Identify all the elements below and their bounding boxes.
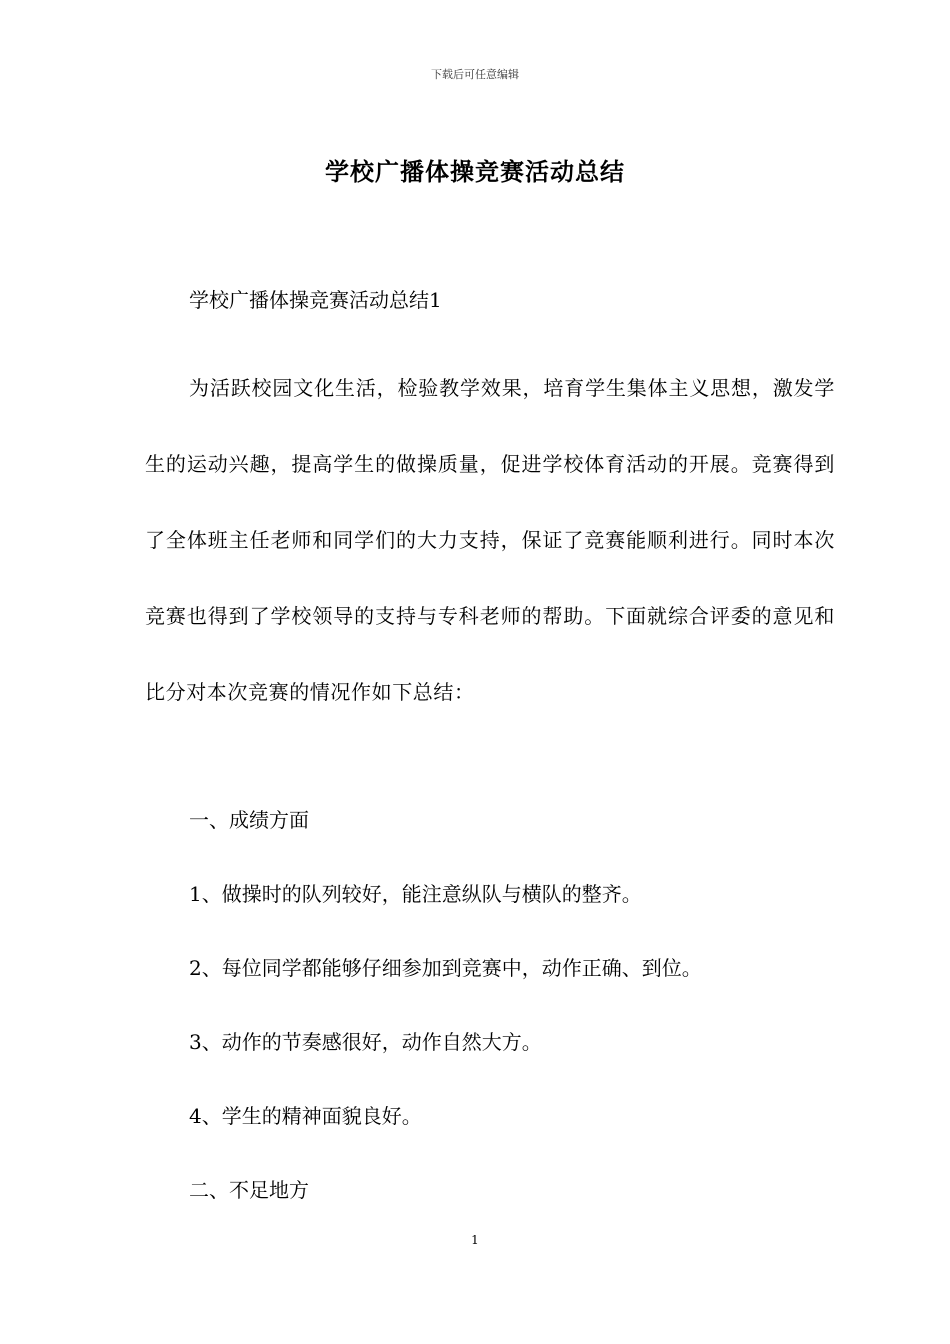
list-item: 2、每位同学都能够仔细参加到竞赛中，动作正确、到位。 — [189, 956, 702, 980]
document-title: 学校广播体操竞赛活动总结 — [325, 157, 625, 186]
list-item: 1、做操时的队列较好，能注意纵队与横队的整齐。 — [189, 882, 642, 906]
list-item: 3、动作的节奏感很好，动作自然大方。 — [189, 1030, 542, 1054]
section2-heading: 二、不足地方 — [189, 1178, 309, 1202]
list-item: 4、学生的精神面貌良好。 — [189, 1104, 422, 1128]
page-number: 1 — [471, 1233, 479, 1247]
document-subtitle: 学校广播体操竞赛活动总结1 — [189, 288, 442, 312]
document-subtitle-block — [145, 270, 835, 346]
page-header-note: 下载后可任意编辑 — [431, 68, 519, 81]
intro-paragraph: 为活跃校园文化生活，检验教学效果，培育学生集体主义思想，激发学生的运动兴趣，提高学生的做操质量，促进学校体育活动的开展。竞赛得到了全体班主任老师和同学们的大力支持，保证了竞赛能顺利进行。同时本次竞赛也得到了学校领导的支持与专科老师的帮助。下面就综合评委的意见和比分对本次竞赛的情况作如下总结： — [145, 376, 835, 704]
section1-heading: 一、成绩方面 — [189, 808, 309, 832]
sections — [145, 790, 835, 1234]
